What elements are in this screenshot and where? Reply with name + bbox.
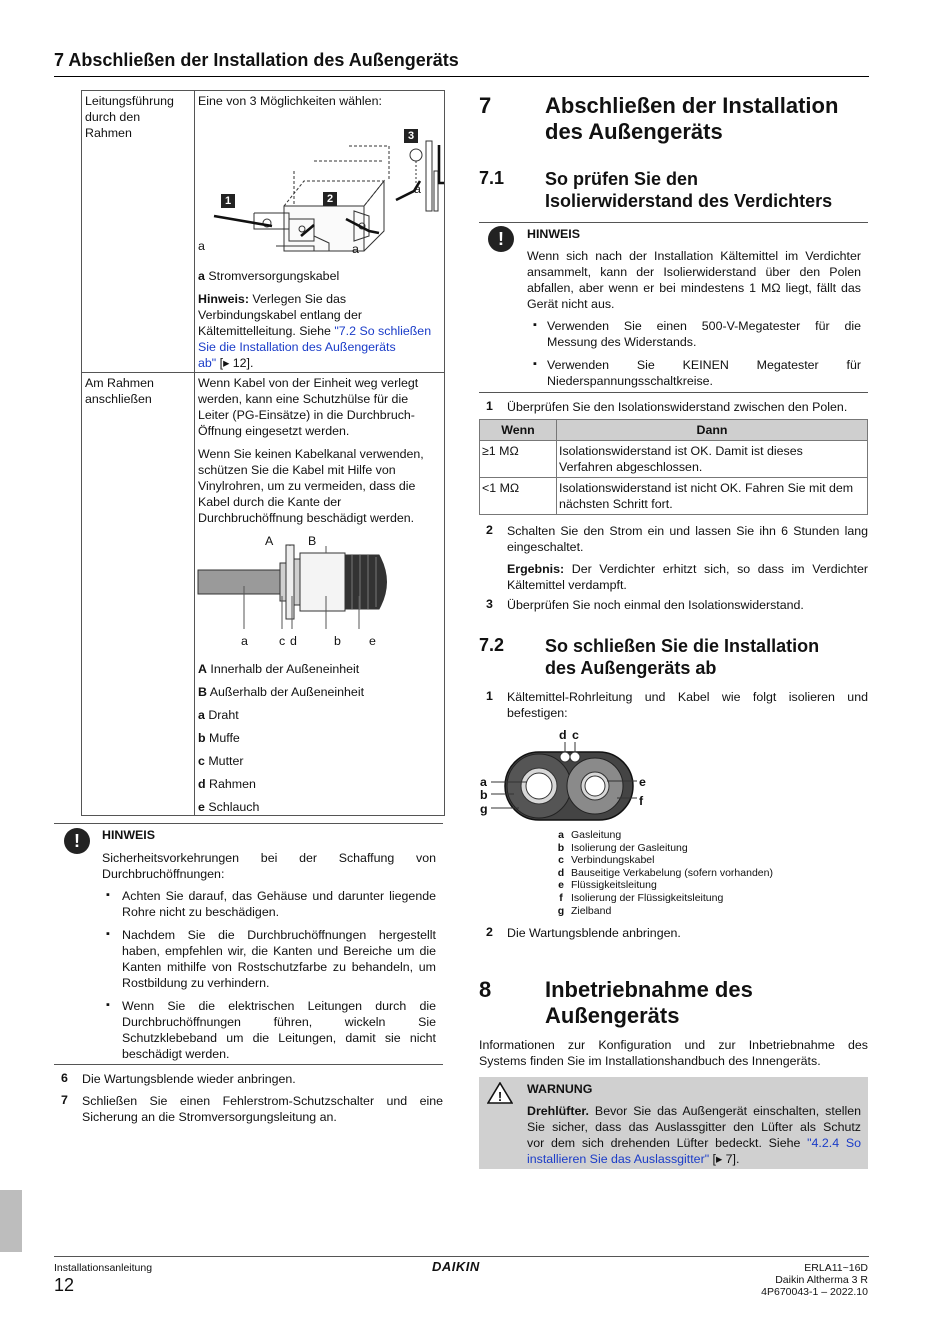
notice-intro: Sicherheitsvorkehrungen bei der Schaffung von Durchbruchöffnungen:	[102, 851, 436, 881]
row2-paragraph-1: Wenn Kabel von der Einheit weg verlegt werden, kann eine Schutzhülse für die Leiter (PG-Einsätze) in die Durchbruch- Öffnung eingesetzt werden.	[198, 376, 419, 438]
legend-item: c Mutter	[198, 754, 244, 768]
legend-a: a Stromversorgungskabel	[198, 269, 340, 283]
section-number: 7	[479, 93, 492, 118]
step-number: 3	[486, 597, 493, 611]
figure-label-d: d	[290, 634, 297, 648]
figure-legend	[551, 829, 773, 917]
list-item: ▪ Verwenden Sie KEINEN Megatester für Niederspannungsschaltkreise.	[533, 358, 861, 388]
step-text: Die Wartungsblende anbringen.	[507, 926, 681, 940]
notice-rule	[479, 222, 868, 223]
footer-rule	[54, 1256, 869, 1257]
subsection-title: So prüfen Sie den Isolierwiderstand des Verdichters	[545, 169, 833, 211]
subsection-number: 7.1	[479, 168, 505, 188]
figure-label-d: d	[559, 728, 567, 742]
section-link[interactable]: "7.2 So schließen	[334, 324, 432, 338]
warning-text: Drehlüfter. Bevor Sie das Außengerät einschalten, stellen Sie sicher, dass das Auslassgitter den Lüfter als Schutz vor dem sich drehenden Lüfter bedeckt. Siehe "4.2.4 So installieren Sie das Auslassgitter" [▸ 7].	[527, 1104, 861, 1166]
figure-label-e: e	[639, 775, 646, 789]
row1-label: Leitungsführung durch den Rahmen	[85, 94, 174, 140]
notice-title: HINWEIS	[102, 828, 156, 842]
step-text: Überprüfen Sie den Isolationswiderstand zwischen den Polen.	[507, 400, 848, 414]
figure-label-B: B	[308, 534, 317, 548]
step-text: Kältemittel-Rohrleitung und Kabel wie folgt isolieren und befestigen:	[507, 690, 868, 720]
figure-label-a: a	[414, 182, 421, 196]
legend-item: f Isolierung der Flüssigkeitsleitung	[559, 891, 724, 904]
figure-label-a: a	[480, 775, 487, 789]
section-title: Inbetriebnahme des Außengeräts	[545, 977, 753, 1028]
row2-label: Am Rahmen anschließen	[85, 376, 154, 406]
footer-meta: ERLA11~16D Daikin Altherma 3 R 4P670043-1 – 2022.10	[761, 1262, 868, 1298]
figure-label-f: f	[639, 794, 644, 808]
figure-callout-3: 3	[404, 129, 418, 143]
step-text: Die Wartungsblende wieder anbringen.	[82, 1072, 296, 1086]
legend-item: b Muffe	[198, 731, 240, 745]
footer-doc-type: Installationsanleitung	[54, 1262, 153, 1274]
table-cell: <1 MΩ	[480, 478, 557, 515]
step-number: 7	[61, 1093, 68, 1107]
notice-title: HINWEIS	[527, 227, 581, 241]
page-side-tab	[0, 1190, 22, 1252]
page-header-title: 7 Abschließen der Installation des Außengeräts	[54, 50, 459, 70]
figure-label-e: e	[369, 634, 376, 648]
wenn-dann-table	[479, 419, 868, 515]
legend-item: b Isolierung der Gasleitung	[557, 841, 688, 854]
section-title: Abschließen der Installation des Außengeräts	[545, 93, 839, 144]
subsection-title: So schließen Sie die Installation des Außengeräts ab	[545, 636, 820, 678]
table-cell: Isolationswiderstand ist OK. Damit ist dieses Verfahren abgeschlossen.	[557, 441, 868, 478]
figure-label-a: a	[352, 242, 359, 256]
list-item: ▪ Achten Sie darauf, das Gehäuse und darunter liegende Rohre nicht zu beschädigen.	[106, 889, 436, 919]
list-item: ▪ Nachdem Sie die Durchbruchöffnungen hergestellt haben, empfehlen wir, die Kanten und Bereiche um die Kanten mithilfe von Rostschutzfarbe zu behandeln, um Rostbildung zu verhindern.	[106, 928, 436, 990]
step-text: Überprüfen Sie noch einmal den Isolationswiderstand.	[507, 598, 804, 612]
legend-item: d Rahmen	[198, 777, 256, 791]
section-number: 8	[479, 977, 492, 1002]
legend-item: B Außerhalb der Außeneinheit	[198, 685, 365, 699]
list-item: ▪ Wenn Sie die elektrischen Leitungen durch die Durchbruchöffnungen führen, wickeln Sie Schutzklebeband um die Leitungen, damit sie nicht beschädigt werden.	[106, 999, 436, 1061]
section-link[interactable]: "4.2.4 So	[807, 1136, 861, 1150]
legend-item: g Zielband	[557, 904, 612, 917]
section-text: Informationen zur Konfiguration und zur Inbetriebnahme des Systems finden Sie im Installationshandbuch des Innengeräts.	[479, 1038, 868, 1068]
figure-label-b: b	[480, 788, 488, 802]
table-cell: ≥1 MΩ	[480, 441, 557, 478]
step-number: 2	[486, 523, 493, 537]
svg-text:!: !	[497, 1089, 503, 1104]
exclamation-icon: !	[64, 828, 90, 854]
table-row-divider	[82, 372, 444, 373]
figure-callout-2: 2	[323, 192, 337, 206]
legend-item: e Flüssigkeitsleitung	[558, 879, 657, 892]
conduit-figure	[194, 541, 444, 651]
notice-rule	[54, 823, 443, 824]
legend-item: A Innerhalb der Außeneinheit	[198, 662, 360, 676]
legend-item: e Schlauch	[198, 800, 260, 814]
list-item: ▪ Verwenden Sie einen 500-V-Megatester für die Messung des Widerstands.	[533, 319, 861, 349]
table-cell: Isolationswiderstand ist nicht OK. Fahren Sie mit dem nächsten Schritt fort.	[557, 478, 868, 515]
table-header: Dann	[557, 420, 868, 441]
legend-item: a Draht	[198, 708, 239, 722]
legend-item: d Bauseitige Verkabelung (sofern vorhanden)	[557, 866, 773, 879]
table-row	[480, 441, 868, 478]
figure-label-a: a	[241, 634, 248, 648]
legend-item: a Gasleitung	[558, 829, 622, 841]
step-text: Schalten Sie den Strom ein und lassen Sie ihn 6 Stunden lang eingeschaltet. Ergebnis: Der Verdichter erhitzt sich, so dass im Verdichter Kältemittel verdampft.	[507, 524, 868, 592]
notice-bullets	[102, 888, 436, 1062]
notice-rule	[54, 1064, 443, 1065]
figure-legend	[198, 661, 364, 822]
header-rule	[54, 76, 869, 77]
figure-callout-1: 1	[221, 194, 235, 208]
notice-text: Wenn sich nach der Installation Kältemittel im Verdichter ansammelt, kann der Isolierwiderstand über den Polen abfallen, aber wenn er bei mindestens 1 MΩ liegt, fällt das Gerät nicht aus.	[527, 249, 861, 311]
notice-rule	[479, 392, 868, 393]
figure-label-c: c	[572, 728, 579, 742]
warning-triangle-icon	[487, 1082, 513, 1104]
table-row	[480, 478, 868, 515]
step-text: Schließen Sie einen Fehlerstrom-Schutzschalter und eine Sicherung an die Stromversorgungsleitung an.	[82, 1094, 443, 1124]
section-link[interactable]: installieren Sie das Auslassgitter"	[527, 1152, 710, 1166]
routing-table	[81, 90, 445, 816]
row2-paragraph-2: Wenn Sie keinen Kabelkanal verwenden, schützen Sie die Kabel mit Hilfe von Vinylrohren, um zu vermeiden, dass die Kabel durch die Kante der Durchbruchöffnung beschädigt werden.	[198, 447, 424, 525]
hint-text: Hinweis: Verlegen Sie das Verbindungskabel entlang der Kältemittelleitung. Siehe "7.2 So schließen Sie die Installation des Außengeräts ab" [▸ 12].	[198, 291, 442, 371]
figure-label-a: a	[198, 239, 205, 253]
subsection-number: 7.2	[479, 635, 505, 655]
figure-label-g: g	[480, 802, 488, 816]
row1-intro: Eine von 3 Möglichkeiten wählen:	[198, 94, 382, 108]
section-link[interactable]: ab"	[198, 356, 217, 370]
figure-label-c: c	[279, 634, 286, 648]
legend-item: c Verbindungskabel	[558, 854, 655, 867]
page-number: 12	[54, 1275, 75, 1295]
step-number: 1	[486, 399, 493, 413]
notice-bullets	[527, 318, 861, 389]
step-number: 1	[486, 689, 493, 703]
brand-logo: DAIKIN	[432, 1259, 480, 1274]
exclamation-icon: !	[488, 226, 514, 252]
warning-title: WARNUNG	[527, 1082, 593, 1096]
section-link[interactable]: Sie die Installation des Außengeräts	[198, 340, 396, 354]
pipe-insulation-figure	[479, 738, 679, 828]
figure-label-b: b	[334, 634, 341, 648]
figure-label-A: A	[265, 534, 274, 548]
step-number: 2	[486, 925, 493, 939]
table-header: Wenn	[480, 420, 557, 441]
step-number: 6	[61, 1071, 68, 1085]
